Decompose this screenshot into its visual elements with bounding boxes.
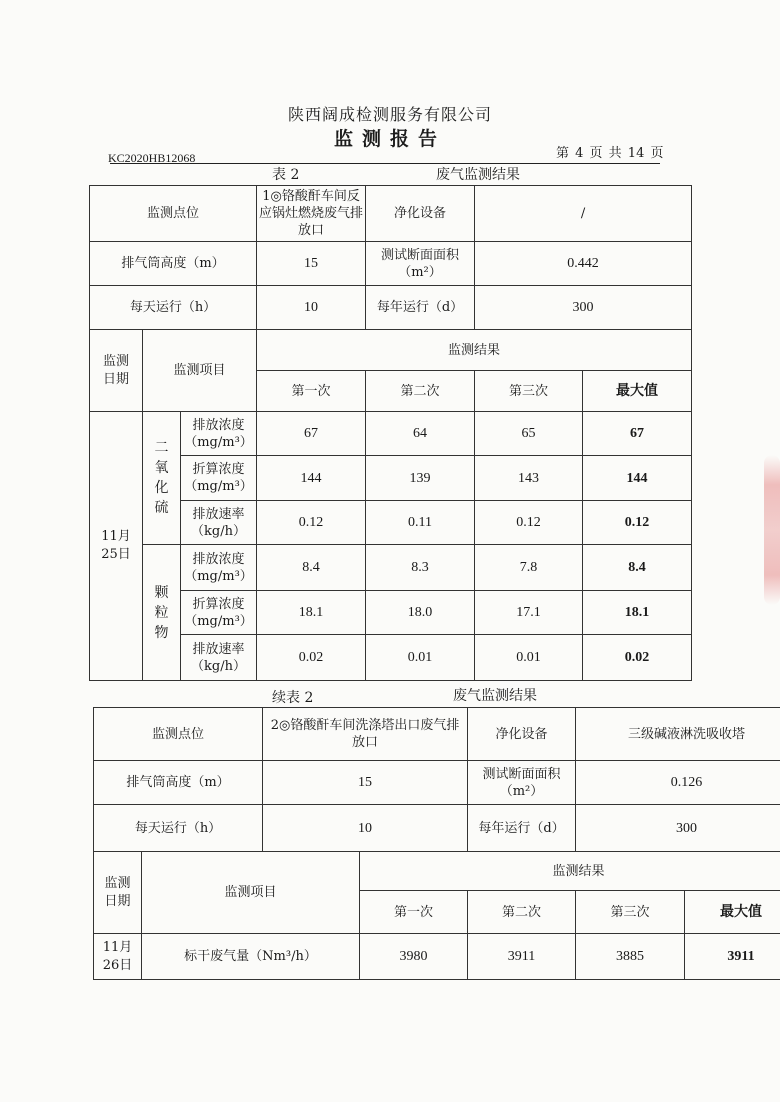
value-cell: 3980 <box>360 934 468 980</box>
daily-run-value: 10 <box>257 286 366 330</box>
value-cell: 0.12 <box>475 501 583 545</box>
report-number: KC2020HB12068 <box>108 151 196 165</box>
value-cell: 7.8 <box>475 545 583 591</box>
max-cell: 0.02 <box>583 635 692 681</box>
item-cell: 标干废气量（Nm³/h） <box>142 934 360 980</box>
value-cell: 0.11 <box>366 501 475 545</box>
loc-label: 监测点位 <box>94 708 263 761</box>
value-cell: 17.1 <box>475 591 583 635</box>
value-cell: 144 <box>257 456 366 501</box>
date-header: 监测日期 <box>94 852 142 934</box>
seal-stamp-edge <box>764 455 780 605</box>
purify-value: / <box>475 186 692 242</box>
emission-table-1 <box>89 185 692 681</box>
col-header-max: 最大值 <box>583 371 692 412</box>
purify-value: 三级碱液淋洗吸收塔 <box>576 708 780 761</box>
max-cell: 144 <box>583 456 692 501</box>
yearly-run-value: 300 <box>576 805 780 852</box>
col-header-1: 第一次 <box>360 891 468 934</box>
stack-height-value: 15 <box>263 761 468 805</box>
yearly-run-label: 每年运行（d） <box>366 286 475 330</box>
loc-value: 2◎铬酸酐车间洗涤塔出口废气排放口 <box>263 708 468 761</box>
value-cell: 0.01 <box>475 635 583 681</box>
item-header: 监测项目 <box>143 330 257 412</box>
yearly-run-label: 每年运行（d） <box>468 805 576 852</box>
report-title: 监测报告 <box>333 128 446 150</box>
date-header: 监测日期 <box>90 330 143 412</box>
area-label: 测试断面面积（m²） <box>468 761 576 805</box>
emission-table-2 <box>93 707 780 980</box>
item-cell: 排放浓度（mg/m³） <box>181 412 257 456</box>
value-cell: 3911 <box>468 934 576 980</box>
max-cell: 67 <box>583 412 692 456</box>
value-cell: 3885 <box>576 934 685 980</box>
item-header: 监测项目 <box>142 852 360 934</box>
loc-value: 1◎铬酸酐车间反应锅灶燃烧废气排放口 <box>257 186 366 242</box>
col-header-2: 第二次 <box>468 891 576 934</box>
table2-caption-title: 废气监测结果 <box>453 688 537 704</box>
group-so2: 二氧化硫 <box>143 412 181 545</box>
table2-caption-label: 续表 2 <box>272 690 314 706</box>
result-header: 监测结果 <box>257 330 692 371</box>
item-cell: 折算浓度（mg/m³） <box>181 591 257 635</box>
purify-label: 净化设备 <box>468 708 576 761</box>
max-cell: 3911 <box>685 934 780 980</box>
value-cell: 139 <box>366 456 475 501</box>
value-cell: 67 <box>257 412 366 456</box>
value-cell: 8.3 <box>366 545 475 591</box>
daily-run-value: 10 <box>263 805 468 852</box>
company-name: 陕西阔成检测服务有限公司 <box>287 105 492 124</box>
item-cell: 排放速率（kg/h） <box>181 501 257 545</box>
area-value: 0.442 <box>475 242 692 286</box>
col-header-1: 第一次 <box>257 371 366 412</box>
table1-caption-label: 表 2 <box>272 167 300 183</box>
value-cell: 0.12 <box>257 501 366 545</box>
col-header-3: 第三次 <box>475 371 583 412</box>
stack-height-value: 15 <box>257 242 366 286</box>
value-cell: 8.4 <box>257 545 366 591</box>
max-cell: 8.4 <box>583 545 692 591</box>
value-cell: 18.1 <box>257 591 366 635</box>
col-header-max: 最大值 <box>685 891 780 934</box>
value-cell: 64 <box>366 412 475 456</box>
item-cell: 排放浓度（mg/m³） <box>181 545 257 591</box>
col-header-2: 第二次 <box>366 371 475 412</box>
date-cell: 11月25日 <box>90 412 143 681</box>
loc-label: 监测点位 <box>90 186 257 242</box>
area-value: 0.126 <box>576 761 780 805</box>
value-cell: 18.0 <box>366 591 475 635</box>
max-cell: 0.12 <box>583 501 692 545</box>
yearly-run-value: 300 <box>475 286 692 330</box>
purify-label: 净化设备 <box>366 186 475 242</box>
value-cell: 0.02 <box>257 635 366 681</box>
value-cell: 65 <box>475 412 583 456</box>
table1-caption-title: 废气监测结果 <box>436 167 520 183</box>
area-label: 测试断面面积（m²） <box>366 242 475 286</box>
stack-height-label: 排气筒高度（m） <box>90 242 257 286</box>
item-cell: 折算浓度（mg/m³） <box>181 456 257 501</box>
header-rule <box>110 163 660 164</box>
page-number: 第 4 页 共 14 页 <box>556 146 664 161</box>
group-particulate: 颗粒物 <box>143 545 181 681</box>
result-header: 监测结果 <box>360 852 780 891</box>
item-cell: 排放速率（kg/h） <box>181 635 257 681</box>
value-cell: 0.01 <box>366 635 475 681</box>
col-header-3: 第三次 <box>576 891 685 934</box>
stack-height-label: 排气筒高度（m） <box>94 761 263 805</box>
daily-run-label: 每天运行（h） <box>90 286 257 330</box>
daily-run-label: 每天运行（h） <box>94 805 263 852</box>
value-cell: 143 <box>475 456 583 501</box>
date-cell: 11月26日 <box>94 934 142 980</box>
max-cell: 18.1 <box>583 591 692 635</box>
